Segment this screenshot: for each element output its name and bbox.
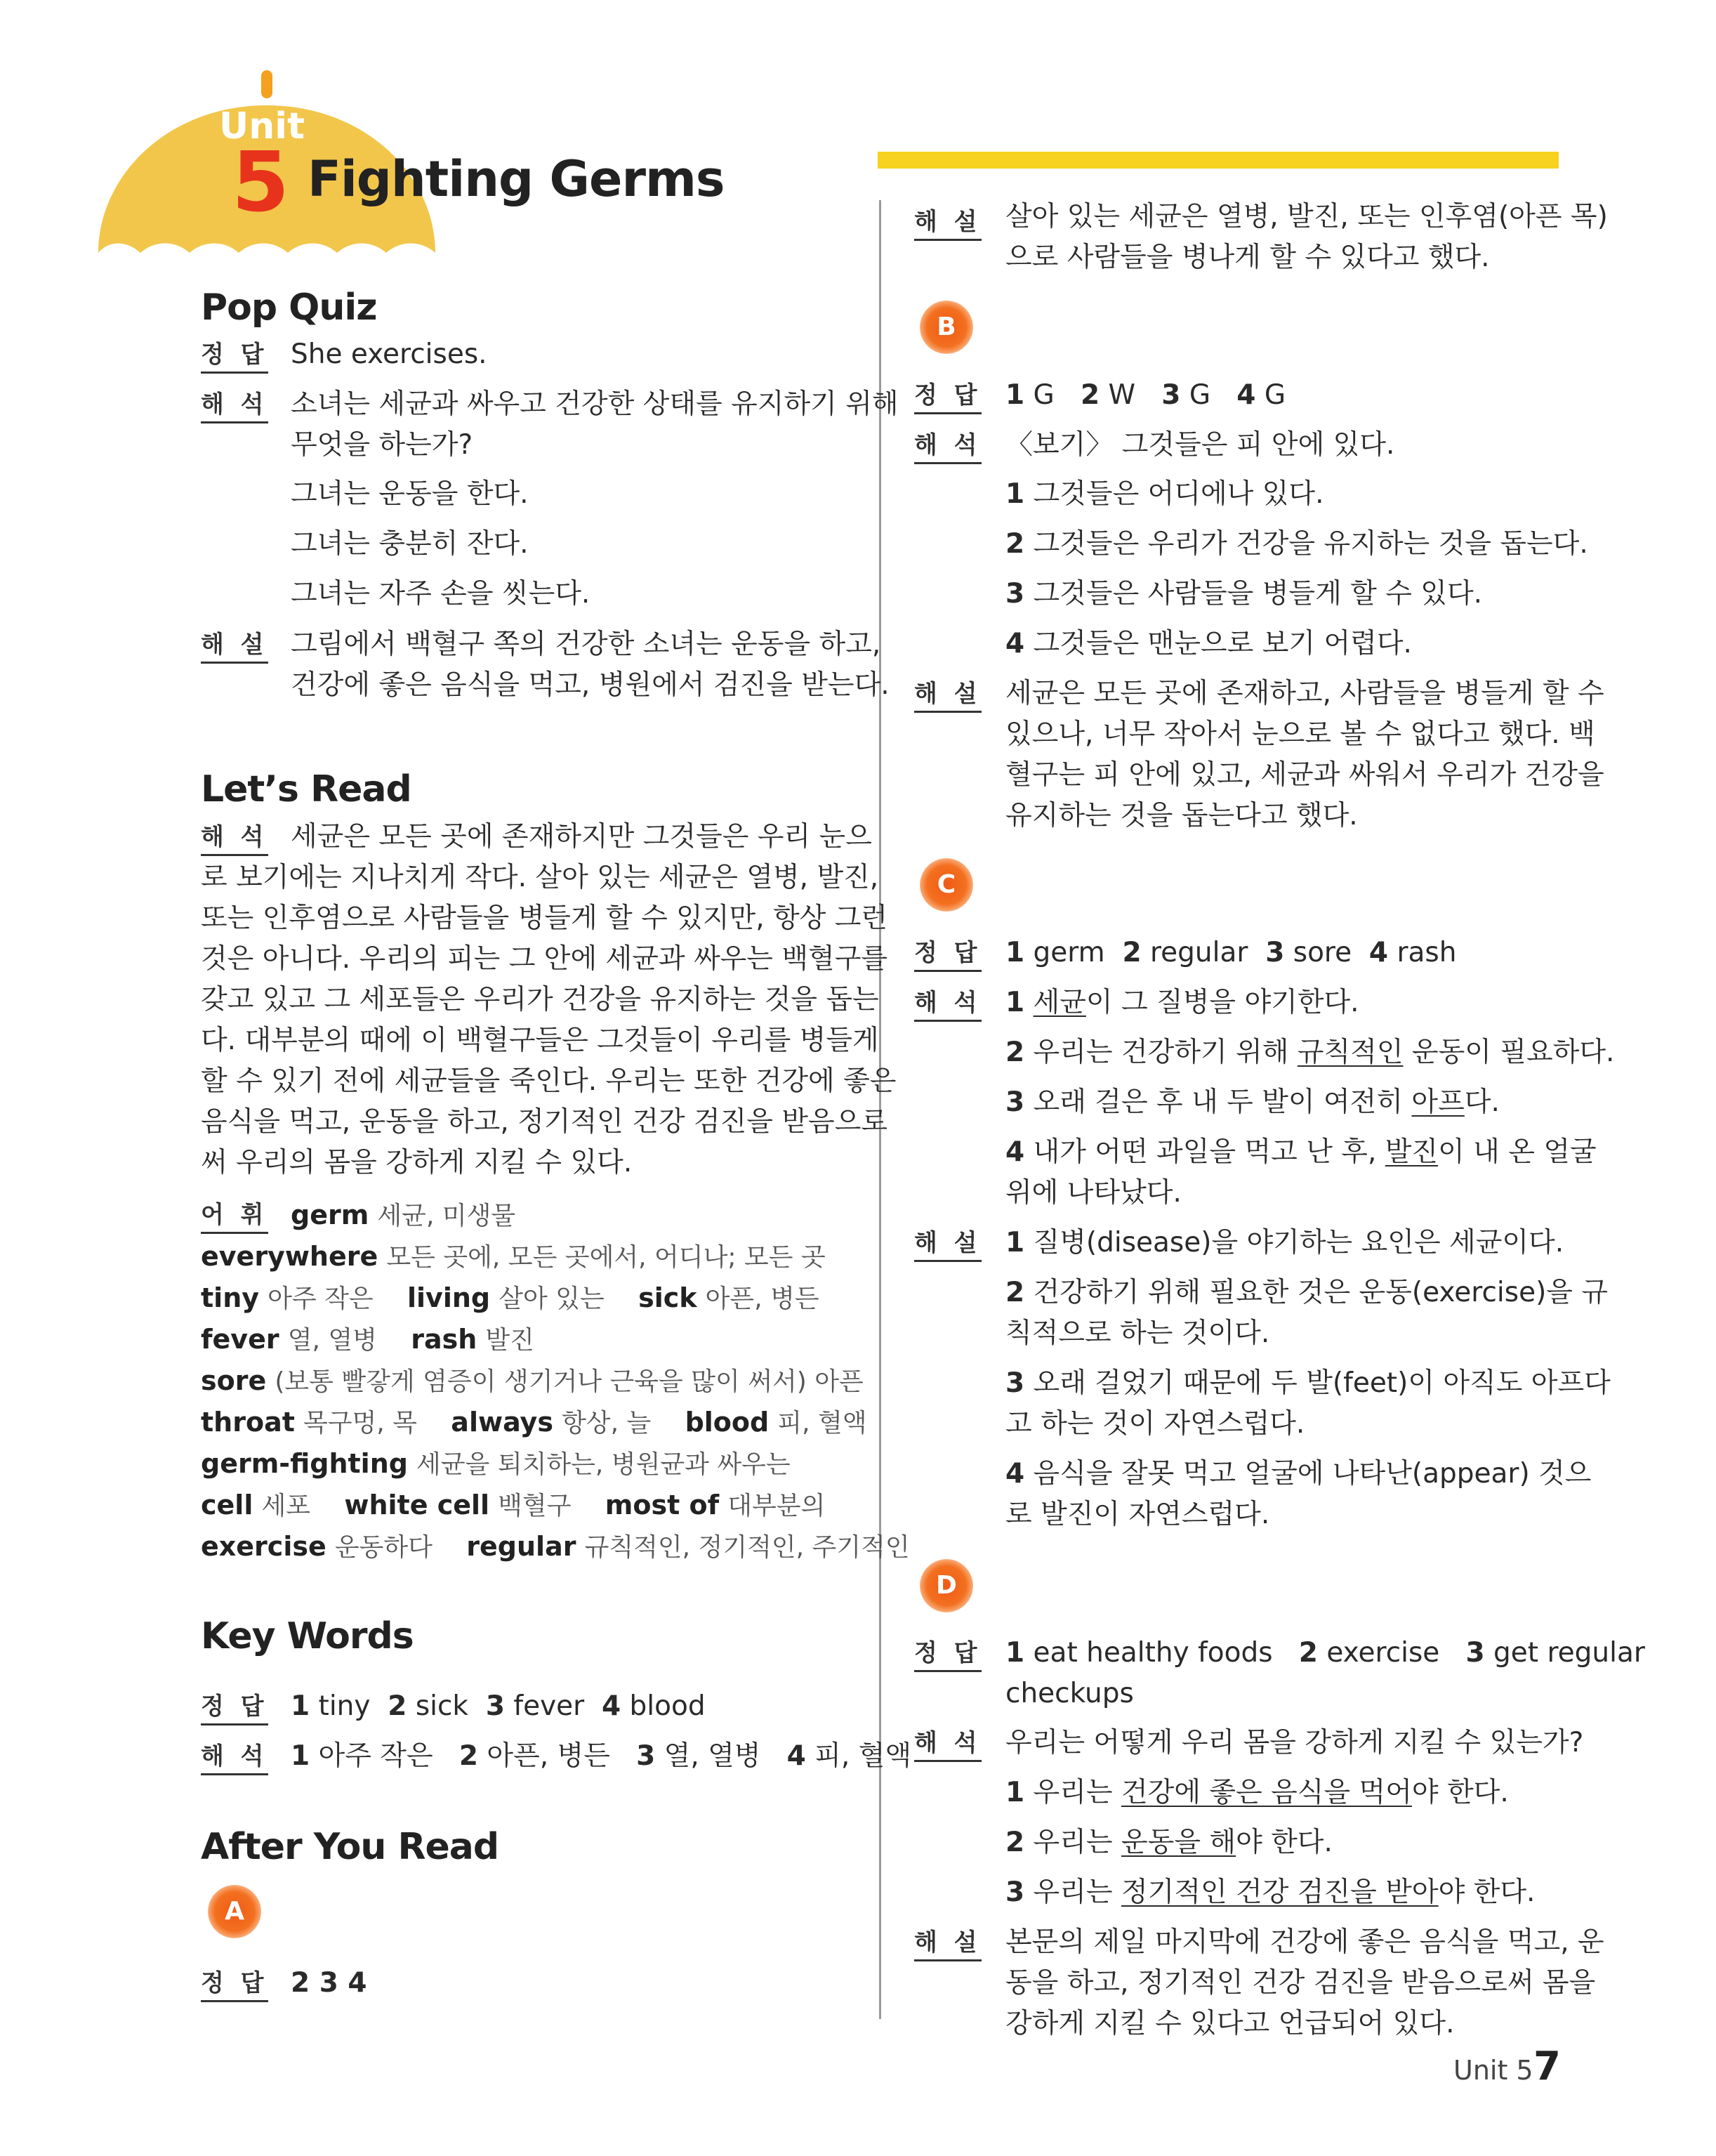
vocab-meaning: 대부분의 (727, 1492, 826, 1520)
vocab-word: germ-fighting (201, 1448, 408, 1479)
vocab-line (201, 1360, 864, 1402)
c-translation-line: 위에 나타났다. (1005, 1177, 1182, 1209)
vocab-word: fever (201, 1324, 279, 1355)
vocab-meaning: 목구멍, 목 (303, 1409, 417, 1438)
b-explanation-line: 있으나, 너무 작아서 눈으로 볼 수 없다고 했다. 백 (1005, 718, 1595, 750)
pop-quiz-translation-line: 소녀는 세균과 싸우고 건강한 상태를 유지하기 위해 (291, 388, 899, 420)
pop-quiz-explanation-line: 그림에서 백혈구 쪽의 건강한 소녀는 운동을 하고, (291, 629, 881, 660)
answer-tag: 정 답 (201, 341, 268, 374)
vocab-meaning: 발진 (485, 1326, 534, 1355)
a-explanation-line: 살아 있는 세균은 열병, 발진, 또는 인후염(아픈 목) (1005, 201, 1608, 232)
d-translation-line: 3 우리는 정기적인 건강 검진을 받아야 한다. (1005, 1876, 1536, 1908)
translation-tag: 해 석 (914, 989, 982, 1022)
lets-read-line: 것은 아니다. 우리의 피는 그 안에 세균과 싸우는 백혈구를 (201, 943, 888, 975)
c-translation-line: 3 오래 걸은 후 내 두 발이 여전히 아프다. (1005, 1086, 1500, 1118)
vocab-word: always (451, 1407, 553, 1438)
vocab-word: white cell (344, 1490, 490, 1520)
b-answer: 1 G 2 W 3 G 4 G (1005, 379, 1286, 411)
d-translation-line: 2 우리는 운동을 해야 한다. (1005, 1827, 1333, 1858)
vocab-tag: 어 휘 (201, 1201, 268, 1234)
vocab-line (201, 1236, 826, 1278)
c-explanation-line: 로 발진이 자연스럽다. (1005, 1499, 1270, 1530)
page-number: 7 (1533, 2044, 1561, 2089)
badge-c: C (920, 858, 973, 912)
pop-quiz-translation-line: 그녀는 자주 손을 씻는다. (291, 578, 590, 610)
lets-read-line: 음식을 먹고, 운동을 하고, 정기적인 건강 검진을 받음으로 (201, 1106, 888, 1138)
c-translation-line: 1 세균이 그 질병을 야기한다. (1005, 987, 1359, 1018)
pop-quiz-explanation-line: 건강에 좋은 음식을 먹고, 병원에서 검진을 받는다. (291, 669, 890, 701)
page-title: Fighting Germs (308, 150, 725, 208)
explanation-tag: 해 설 (914, 208, 982, 241)
d-translation-line: 1 우리는 건강에 좋은 음식을 먹어야 한다. (1005, 1777, 1509, 1808)
accent-bar (878, 152, 1559, 169)
lets-read-line: 세균은 모든 곳에 존재하지만 그것들은 우리 눈으 (291, 821, 872, 853)
vocab-meaning: 모든 곳에, 모든 곳에서, 어디나; 모든 곳 (386, 1243, 826, 1272)
section-title-after-you-read: After You Read (201, 1826, 499, 1868)
vocab-meaning: 규칙적인, 정기적인, 주기적인 (584, 1533, 910, 1562)
b-translation-line: 4 그것들은 맨눈으로 보기 어렵다. (1005, 628, 1412, 659)
footer-unit: Unit 5 (1453, 2055, 1533, 2086)
vocab-meaning: 살아 있는 (499, 1284, 605, 1313)
badge-b: B (920, 301, 973, 354)
pop-quiz-translation-line: 무엇을 하는가? (291, 429, 473, 461)
section-title-pop-quiz: Pop Quiz (201, 287, 377, 329)
b-explanation-line: 유지하는 것을 돕는다고 했다. (1005, 800, 1358, 831)
translation-tag: 해 석 (201, 823, 268, 856)
c-translation-line: 2 우리는 건강하기 위해 규칙적인 운동이 필요하다. (1005, 1037, 1615, 1068)
d-explanation-line: 본문의 제일 마지막에 건강에 좋은 음식을 먹고, 운 (1005, 1926, 1604, 1958)
vocab-meaning: 피, 혈액 (777, 1409, 867, 1438)
vocab-word: throat (201, 1407, 295, 1438)
a-explanation-line: 으로 사람들을 병나게 할 수 있다고 했다. (1005, 242, 1490, 273)
vocab-meaning: 세균, 미생물 (377, 1202, 516, 1230)
vocab-word: everywhere (201, 1241, 378, 1272)
explanation-tag: 해 설 (914, 1928, 982, 1961)
answer-tag: 정 답 (201, 1692, 268, 1726)
b-translation-line: 3 그것들은 사람들을 병들게 할 수 있다. (1005, 578, 1483, 610)
key-words-answer: 1 tiny 2 sick 3 fever 4 blood (291, 1690, 706, 1722)
lets-read-line: 써 우리의 몸을 강하게 지킬 수 있다. (201, 1147, 633, 1178)
unit-label: Unit (219, 105, 305, 147)
unit-number: 5 (232, 133, 290, 230)
b-translation-line: 1 그것들은 어디에나 있다. (1005, 478, 1324, 510)
b-explanation-line: 세균은 모든 곳에 존재하고, 사람들을 병들게 할 수 (1005, 678, 1604, 709)
vocab-line (291, 1195, 515, 1237)
translation-tag: 해 석 (914, 1729, 982, 1762)
answer-tag: 정 답 (914, 1639, 982, 1672)
a-answer: 2 3 4 (291, 1967, 367, 1999)
vocab-word: rash (411, 1324, 477, 1355)
c-explanation-line: 3 오래 걸었기 때문에 두 발(feet)이 아직도 아프다 (1005, 1367, 1611, 1399)
vocab-line (201, 1443, 791, 1485)
pop-quiz-answer: She exercises. (291, 338, 487, 370)
vocab-meaning: 세균을 퇴치하는, 병원균과 싸우는 (416, 1450, 791, 1479)
pop-quiz-translation-line: 그녀는 운동을 한다. (291, 478, 529, 510)
vocab-meaning: 아주 작은 (268, 1284, 374, 1313)
lets-read-line: 할 수 있기 전에 세균들을 죽인다. 우리는 또한 건강에 좋은 (201, 1065, 897, 1097)
c-explanation-line: 1 질병(disease)을 야기하는 요인은 세균이다. (1005, 1227, 1564, 1258)
vocab-meaning: 운동하다 (334, 1533, 433, 1562)
vocab-word: tiny (201, 1282, 260, 1313)
c-translation-line: 4 내가 어떤 과일을 먹고 난 후, 발진이 내 온 얼굴 (1005, 1136, 1597, 1168)
d-answer: 1 eat healthy foods 2 exercise 3 get regular (1005, 1637, 1645, 1669)
answer-tag: 정 답 (914, 939, 982, 972)
vocab-meaning: 백혈구 (498, 1492, 572, 1520)
lets-read-line: 다. 대부분의 때에 이 백혈구들은 그것들이 우리를 병들게 (201, 1025, 879, 1056)
lets-read-line: 또는 인후염으로 사람들을 병들게 할 수 있지만, 항상 그런 (201, 902, 888, 934)
vocab-line (201, 1319, 534, 1361)
explanation-tag: 해 설 (914, 1229, 982, 1262)
vocab-word: sore (201, 1365, 267, 1396)
badge-d: D (920, 1559, 973, 1612)
vocab-meaning: 세포 (261, 1492, 311, 1520)
explanation-tag: 해 설 (201, 631, 268, 664)
section-title-key-words: Key Words (201, 1615, 414, 1657)
c-explanation-line: 칙적으로 하는 것이다. (1005, 1317, 1270, 1349)
vocab-word: germ (291, 1199, 369, 1230)
vocab-meaning: 열, 열병 (287, 1326, 377, 1355)
lets-read-line: 갖고 있고 그 세포들은 우리가 건강을 유지하는 것을 돕는 (201, 984, 879, 1015)
vocab-meaning: 아픈, 병든 (705, 1284, 819, 1313)
d-answer: checkups (1005, 1678, 1134, 1709)
key-words-translation: 1 아주 작은 2 아픈, 병든 3 열, 열병 4 피, 혈액 (291, 1740, 912, 1772)
d-explanation-line: 강하게 지킬 수 있다고 언급되어 있다. (1005, 2008, 1455, 2039)
c-explanation-line: 4 음식을 잘못 먹고 얼굴에 나타난(appear) 것으 (1005, 1458, 1592, 1490)
translation-tag: 해 석 (914, 431, 982, 464)
translation-tag: 해 석 (201, 390, 268, 423)
b-translation-line: 2 그것들은 우리가 건강을 유지하는 것을 돕는다. (1005, 528, 1588, 560)
vocab-word: most of (605, 1490, 720, 1520)
vocab-line (201, 1402, 867, 1444)
b-translation-intro: 〈보기〉 그것들은 피 안에 있다. (1005, 429, 1395, 461)
badge-a: A (208, 1885, 261, 1938)
vocab-word: regular (466, 1531, 576, 1562)
d-explanation-line: 동을 하고, 정기적인 건강 검진을 받음으로써 몸을 (1005, 1967, 1596, 1999)
c-explanation-line: 2 건강하기 위해 필요한 것은 운동(exercise)을 규 (1005, 1277, 1609, 1308)
lets-read-line: 로 보기에는 지나치게 작다. 살아 있는 세균은 열병, 발진, (201, 862, 879, 893)
c-explanation-line: 고 하는 것이 자연스럽다. (1005, 1408, 1305, 1440)
vocab-line (201, 1526, 910, 1568)
section-title-lets-read: Let’s Read (201, 768, 411, 810)
c-answer: 1 germ 2 regular 3 sore 4 rash (1005, 937, 1457, 968)
d-translation-intro: 우리는 어떻게 우리 몸을 강하게 지킬 수 있는가? (1005, 1727, 1584, 1759)
answer-tag: 정 답 (201, 1969, 268, 2002)
vocab-word: cell (201, 1490, 253, 1520)
vocab-word: exercise (201, 1531, 326, 1562)
vocab-meaning: (보통 빨갛게 염증이 생기거나 근육을 많이 써서) 아픈 (275, 1367, 864, 1396)
pop-quiz-translation-line: 그녀는 충분히 잔다. (291, 528, 529, 560)
translation-tag: 해 석 (201, 1742, 268, 1775)
explanation-tag: 해 설 (914, 680, 982, 713)
vocab-line (201, 1277, 819, 1320)
answer-tag: 정 답 (914, 381, 982, 414)
vocab-word: sick (638, 1282, 697, 1313)
b-explanation-line: 혈구는 피 안에 있고, 세균과 싸워서 우리가 건강을 (1005, 759, 1604, 791)
vocab-line (201, 1485, 825, 1527)
vocab-word: blood (685, 1407, 770, 1438)
vocab-word: living (407, 1282, 491, 1313)
vocab-meaning: 항상, 늘 (562, 1409, 652, 1438)
